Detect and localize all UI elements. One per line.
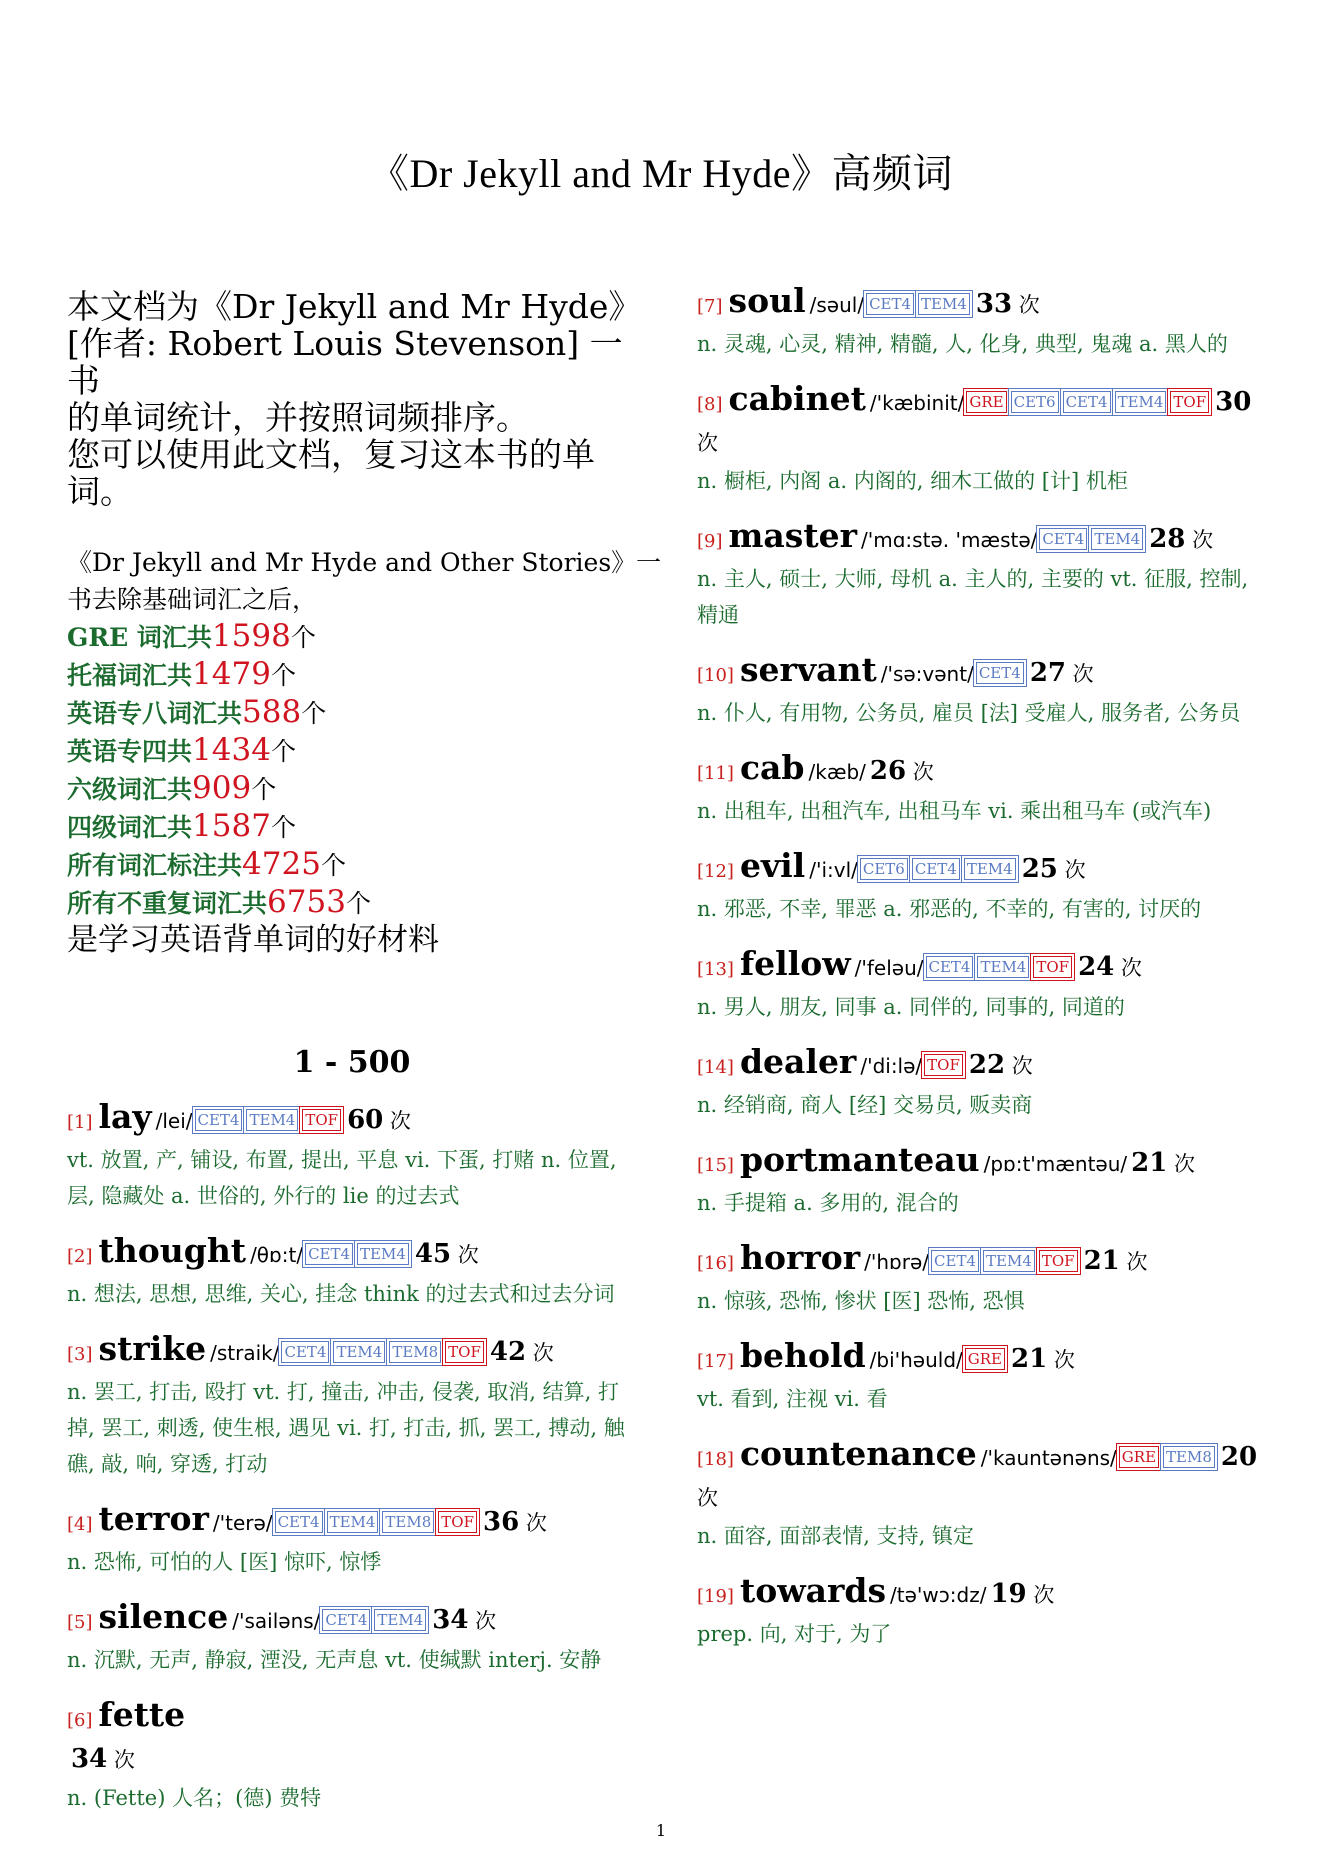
definition: vt. 看到, 注视 vi. 看 [697, 1387, 888, 1411]
word-entry [697, 1141, 1267, 1221]
exam-tag: CET4 [275, 1511, 323, 1533]
stat-line [67, 656, 637, 694]
phonetic: /kæb/ [808, 760, 866, 784]
frequency-count: 42 [489, 1337, 527, 1367]
stat-line [67, 694, 637, 732]
left-column [67, 282, 662, 1834]
stat-unit: 个 [320, 851, 346, 880]
frequency-unit: 次 [383, 1109, 411, 1133]
stat-line [67, 618, 637, 656]
exam-tag: TEM8 [1163, 1446, 1215, 1468]
headword: dealer [739, 1042, 857, 1081]
entry-index: [14] [697, 1057, 734, 1078]
entry-header [67, 1098, 637, 1142]
entry-header [697, 749, 1267, 793]
stat-label: 所有不重复词汇 [67, 889, 243, 918]
entry-index: [7] [697, 296, 723, 317]
exam-tag: TOF [1039, 1250, 1078, 1272]
definition: n. 沉默, 无声, 静寂, 湮没, 无声息 vt. 使缄默 interj. 安静 [67, 1648, 602, 1672]
exam-tag: TEM4 [1115, 391, 1167, 413]
exam-tag: TOF [302, 1109, 341, 1131]
entry-index: [10] [697, 665, 734, 686]
frequency-count: 26 [869, 756, 907, 786]
definition: n. 罢工, 打击, 殴打 vt. 打, 撞击, 冲击, 侵袭, 取消, 结算, 打掉, 罢工, 刺透, 使生根, 遇见 vi. 打, 打击, 抓, 罢工, 搏动, 触礁, 敲, 响, 穿透, 打动 [67, 1380, 625, 1476]
phonetic: /'sailəns/ [232, 1609, 321, 1633]
stat-prefix: 共 [186, 623, 212, 652]
headword: thought [98, 1231, 247, 1270]
phonetic: /'hɒrə/ [864, 1250, 930, 1274]
frequency-count: 36 [483, 1507, 520, 1537]
exam-tag: CET6 [1011, 391, 1059, 413]
entry-index: [11] [697, 763, 734, 784]
frequency-count: 45 [414, 1239, 452, 1269]
exam-tag: TEM4 [374, 1609, 426, 1631]
headword: silence [98, 1597, 229, 1636]
frequency-unit: 次 [468, 1609, 497, 1633]
phonetic: /'feləu/ [854, 956, 924, 980]
exam-tag: TEM4 [357, 1243, 409, 1265]
entry-header [67, 1598, 637, 1642]
frequency-unit: 次 [1185, 528, 1214, 552]
stat-label: 英语专八词汇 [67, 699, 218, 728]
frequency-unit: 次 [697, 431, 718, 455]
entry-index: [4] [67, 1514, 93, 1535]
exam-tag: TEM4 [918, 293, 970, 315]
definition: n. 惊骇, 恐怖, 惨状 [医] 恐怖, 恐惧 [697, 1289, 1025, 1313]
word-list-right [697, 282, 1267, 1652]
frequency-count: 33 [975, 289, 1013, 319]
intro-line: 您可以使用此文档，复习这本书的单 [67, 435, 595, 474]
entry-header [697, 847, 1267, 891]
definition: n. 经销商, 商人 [经] 交易员, 贩卖商 [697, 1093, 1033, 1117]
stat-value: 4725 [242, 846, 321, 882]
stat-unit: 个 [270, 737, 296, 766]
document-title: 《Dr Jekyll and Mr Hyde》高频词 [368, 151, 954, 196]
intro-line: [作者: Robert Louis Stevenson] 一书 [67, 324, 623, 400]
definition: n. 面容, 面部表情, 支持, 镇定 [697, 1524, 974, 1548]
exam-tag: CET4 [866, 293, 914, 315]
word-entry [697, 847, 1267, 927]
exam-tag: TOF [924, 1054, 963, 1076]
stat-prefix: 共 [167, 737, 193, 766]
frequency-count: 25 [1021, 854, 1058, 884]
definition: vt. 放置, 产, 铺设, 布置, 提出, 平息 vi. 下蛋, 打赌 n. 位置, 层, 隐藏处 a. 世俗的, 外行的 lie 的过去式 [67, 1148, 617, 1208]
stat-unit: 个 [270, 813, 296, 842]
exam-tag: CET4 [931, 1250, 979, 1272]
entry-header [67, 1696, 637, 1780]
exam-tag: GRE [966, 391, 1006, 413]
phonetic: /pɒ:t'mæntəu/ [983, 1152, 1128, 1176]
frequency-count: 21 [1083, 1246, 1120, 1276]
stat-prefix: 共 [217, 851, 243, 880]
exam-tag: CET4 [1063, 391, 1111, 413]
frequency-count: 21 [1131, 1148, 1168, 1178]
headword: terror [98, 1499, 209, 1538]
frequency-unit: 次 [1057, 858, 1086, 882]
intro-paragraph [67, 287, 642, 511]
exam-tag: CET4 [195, 1109, 243, 1131]
exam-tag: CET4 [912, 858, 960, 880]
definition: n. 灵魂, 心灵, 精神, 精髓, 人, 化身, 典型, 鬼魂 a. 黑人的 [697, 332, 1228, 356]
entry-index: [1] [67, 1112, 93, 1133]
word-entry [67, 1598, 637, 1678]
headword: countenance [739, 1434, 977, 1473]
stat-prefix: 共 [217, 699, 243, 728]
entry-index: [13] [697, 959, 734, 980]
headword: fette [98, 1695, 186, 1734]
word-entry [697, 1337, 1267, 1417]
frequency-count: 28 [1149, 524, 1186, 554]
entry-index: [19] [697, 1586, 734, 1607]
entry-header [697, 1435, 1267, 1518]
headword: cabinet [728, 379, 866, 418]
entry-header [697, 1239, 1267, 1283]
exam-tag: CET4 [281, 1341, 329, 1363]
stat-value: 1434 [192, 732, 271, 768]
book-line: 《Dr Jekyll and Mr Hyde and Other Stories》一 [67, 548, 662, 577]
word-entry [67, 1500, 637, 1580]
headword: soul [728, 281, 806, 320]
intro-line: 词。 [67, 472, 133, 511]
phonetic: /'terə/ [212, 1511, 273, 1535]
entry-header [697, 282, 1267, 326]
exam-tag: TEM4 [327, 1511, 379, 1533]
stat-prefix: 共 [167, 775, 193, 804]
frequency-unit: 次 [1012, 293, 1040, 317]
entry-header [697, 1141, 1267, 1185]
phonetic: /'mɑ:stə. 'mæstə/ [861, 528, 1038, 552]
phonetic: /tə'wɔ:dz/ [890, 1583, 987, 1607]
phonetic: /'sə:vənt/ [880, 662, 974, 686]
exam-tag: TEM4 [977, 956, 1029, 978]
intro-line: 的单词统计，并按照词频排序。 [67, 398, 529, 437]
phonetic: /'i:vl/ [809, 858, 858, 882]
word-entry [697, 749, 1267, 829]
frequency-unit: 次 [519, 1511, 547, 1535]
entry-header [67, 1500, 637, 1544]
headword: cab [739, 748, 805, 787]
definition: prep. 向, 对于, 为了 [697, 1622, 892, 1646]
stat-value: 588 [242, 694, 302, 730]
entry-header [697, 517, 1267, 561]
entry-header [697, 1337, 1267, 1381]
stat-value: 909 [192, 770, 252, 806]
stat-line [67, 732, 637, 770]
entry-index: [8] [697, 394, 723, 415]
entry-header [67, 1330, 637, 1374]
stat-line [67, 884, 637, 922]
exam-tag: CET4 [305, 1243, 353, 1265]
headword: fellow [739, 944, 851, 983]
word-entry [67, 1232, 637, 1312]
headword: servant [739, 650, 877, 689]
definition: n. (Fette) 人名；(德) 费特 [67, 1786, 322, 1810]
frequency-unit: 次 [1026, 1583, 1055, 1607]
exam-tag: CET4 [1039, 528, 1087, 550]
exam-tag: TOF [1170, 391, 1209, 413]
stat-label: 英语专四 [67, 737, 168, 766]
headword: horror [739, 1238, 861, 1277]
section-title: 1 - 500 [293, 1045, 411, 1080]
entry-header [697, 651, 1267, 695]
entry-index: [16] [697, 1253, 734, 1274]
stat-unit: 个 [251, 775, 277, 804]
phonetic: /θɒ:t/ [250, 1243, 304, 1267]
exam-tag: TEM8 [382, 1511, 434, 1533]
word-entry [697, 1239, 1267, 1319]
word-entry [697, 1043, 1267, 1123]
definition: n. 想法, 思想, 思维, 关心, 挂念 think 的过去式和过去分词 [67, 1282, 615, 1306]
stat-prefix: 共 [167, 813, 193, 842]
frequency-unit: 次 [1114, 956, 1142, 980]
phonetic: /səul/ [809, 293, 865, 317]
intro-line: 本文档为《Dr Jekyll and Mr Hyde》 [67, 287, 642, 326]
exam-tag: TEM4 [246, 1109, 298, 1131]
frequency-unit: 次 [1119, 1250, 1148, 1274]
stat-line [67, 808, 637, 846]
word-entry [697, 517, 1267, 633]
exam-tag: CET4 [322, 1609, 370, 1631]
phonetic: /'kæbinit/ [869, 391, 965, 415]
exam-tag: GRE [965, 1348, 1005, 1370]
entry-index: [12] [697, 861, 734, 882]
definition: n. 邪恶, 不幸, 罪恶 a. 邪恶的, 不幸的, 有害的, 讨厌的 [697, 897, 1202, 921]
exam-tag: TEM4 [983, 1250, 1035, 1272]
headword: evil [739, 846, 806, 885]
stat-unit: 个 [345, 889, 371, 918]
frequency-unit: 次 [526, 1341, 554, 1365]
frequency-count: 27 [1029, 658, 1066, 688]
frequency-unit: 次 [107, 1748, 135, 1772]
stats-block [67, 544, 662, 959]
word-list-left [67, 1098, 637, 1816]
entry-header [67, 1232, 637, 1276]
definition: n. 出租车, 出租汽车, 出租马车 vi. 乘出租马车 (或汽车) [697, 799, 1212, 823]
entry-index: [18] [697, 1449, 734, 1470]
exam-tag: TOF [438, 1511, 477, 1533]
headword: towards [739, 1571, 887, 1610]
exam-tag: TEM8 [389, 1341, 441, 1363]
exam-tag: TOF [1033, 956, 1072, 978]
phonetic: /lei/ [155, 1109, 193, 1133]
word-entry [697, 1435, 1267, 1554]
word-entry [697, 651, 1267, 731]
definition: n. 恐怖, 可怕的人 [医] 惊吓, 惊悸 [67, 1550, 382, 1574]
frequency-count: 24 [1078, 952, 1115, 982]
definition: n. 橱柜, 内阁 a. 内阁的, 细木工做的 [计] 机柜 [697, 469, 1128, 493]
exam-tag: TEM4 [964, 858, 1016, 880]
stat-unit: 个 [301, 699, 327, 728]
entry-index: [17] [697, 1351, 734, 1372]
word-entry [697, 380, 1267, 499]
closing-line: 是学习英语背单词的好材料 [67, 922, 439, 958]
exam-tag: TOF [445, 1341, 484, 1363]
frequency-count: 19 [990, 1579, 1027, 1609]
stat-prefix: 共 [167, 661, 193, 690]
frequency-count: 30 [1215, 387, 1252, 417]
entry-index: [2] [67, 1246, 93, 1267]
entry-header [697, 1572, 1267, 1616]
entry-index: [5] [67, 1612, 93, 1633]
headword: lay [98, 1097, 152, 1136]
frequency-unit: 次 [906, 760, 934, 784]
phonetic: /bi'həuld/ [869, 1348, 963, 1372]
frequency-count: 22 [968, 1050, 1006, 1080]
stat-prefix: 共 [242, 889, 268, 918]
stat-line [67, 770, 637, 808]
phonetic: /'kauntənəns/ [980, 1446, 1117, 1470]
definition: n. 主人, 硕士, 大师, 母机 a. 主人的, 主要的 vt. 征服, 控制, 精通 [697, 567, 1249, 627]
stat-unit: 个 [290, 623, 316, 652]
stat-label: GRE 词汇 [67, 623, 187, 652]
page-number: 1 [655, 1821, 667, 1840]
stat-unit: 个 [270, 661, 296, 690]
definition: n. 手提箱 a. 多用的, 混合的 [697, 1191, 959, 1215]
frequency-count: 21 [1011, 1344, 1048, 1374]
frequency-unit: 次 [1005, 1054, 1033, 1078]
phonetic: /'di:lə/ [860, 1054, 923, 1078]
stat-value: 1598 [211, 618, 291, 654]
stat-label: 托福词汇 [67, 661, 168, 690]
exam-tag: CET6 [860, 858, 908, 880]
entry-index: [3] [67, 1344, 93, 1365]
entry-header [697, 1043, 1267, 1087]
stat-label: 六级词汇 [67, 775, 168, 804]
word-entry [67, 1696, 637, 1816]
phonetic: /straik/ [210, 1341, 280, 1365]
exam-tag: TEM4 [1091, 528, 1143, 550]
exam-tag: CET4 [976, 662, 1024, 684]
entry-header [697, 380, 1267, 463]
headword: master [728, 516, 858, 555]
frequency-count: 34 [432, 1605, 469, 1635]
frequency-count: 20 [1220, 1442, 1258, 1472]
exam-tag: CET4 [926, 956, 974, 978]
frequency-count: 60 [347, 1105, 384, 1135]
word-entry [697, 1572, 1267, 1652]
exam-tag: TEM4 [333, 1341, 385, 1363]
stat-value: 1587 [192, 808, 271, 844]
frequency-unit: 次 [1167, 1152, 1196, 1176]
stat-value: 6753 [267, 884, 346, 920]
definition: n. 仆人, 有用物, 公务员, 雇员 [法] 受雇人, 服务者, 公务员 [697, 701, 1241, 725]
word-entry [67, 1330, 637, 1482]
stat-line [67, 846, 637, 884]
headword: strike [98, 1329, 207, 1368]
book-line: 书去除基础词汇之后， [67, 585, 318, 614]
entry-index: [9] [697, 531, 723, 552]
word-entry [67, 1098, 637, 1214]
entry-index: [15] [697, 1155, 734, 1176]
stat-label: 所有词汇标注 [67, 851, 218, 880]
right-column [697, 282, 1267, 1670]
exam-tag: GRE [1119, 1446, 1159, 1468]
frequency-unit: 次 [697, 1486, 718, 1510]
stat-label: 四级词汇 [67, 813, 168, 842]
word-entry [697, 945, 1267, 1025]
stat-value: 1479 [192, 656, 271, 692]
headword: portmanteau [739, 1140, 980, 1179]
frequency-unit: 次 [1066, 662, 1094, 686]
headword: behold [739, 1336, 866, 1375]
frequency-unit: 次 [1047, 1348, 1075, 1372]
entry-header [697, 945, 1267, 989]
definition: n. 男人, 朋友, 同事 a. 同伴的, 同事的, 同道的 [697, 995, 1125, 1019]
entry-index: [6] [67, 1710, 93, 1731]
stats-list [67, 618, 637, 922]
frequency-count: 34 [71, 1744, 108, 1774]
word-entry [697, 282, 1267, 362]
frequency-unit: 次 [451, 1243, 479, 1267]
